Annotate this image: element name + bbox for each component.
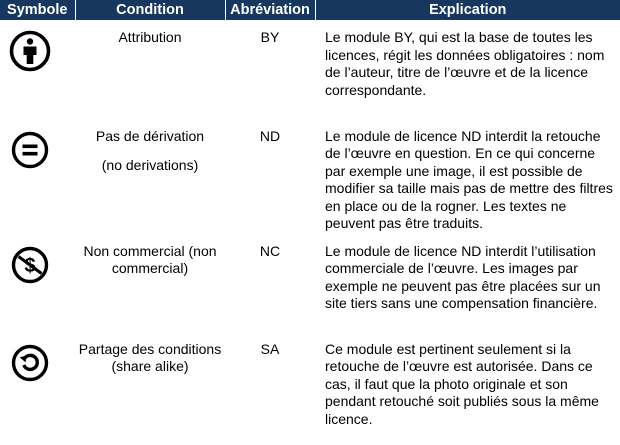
attribution-icon xyxy=(8,29,75,73)
table-row xyxy=(0,20,620,118)
header-explanation: Explication xyxy=(315,0,620,20)
explanation-text: Le module de licence ND interdit la retouche de l’œuvre en question. En ce qui concerne par exemple une image, il est possible de modifier sa taille mais pas de mettre des filtres en place ou de la rogner. Les textes ne peuvent pas être traduits. xyxy=(325,127,613,231)
abbreviation-label: SA xyxy=(260,340,280,357)
table-row xyxy=(0,118,620,233)
share-alike-icon xyxy=(8,341,75,385)
header-condition: Condition xyxy=(75,0,225,20)
header-symbol: Symbole xyxy=(0,0,75,20)
condition-note: (no derivations) xyxy=(101,157,199,173)
condition-label: Non commercial (non commercial) xyxy=(83,242,217,276)
abbreviation-label: ND xyxy=(259,127,281,144)
table-header-row xyxy=(0,0,620,20)
condition-label: Attribution xyxy=(118,29,182,45)
no-derivatives-icon xyxy=(8,128,75,172)
explanation-text: Le module de licence ND interdit l’utilisation commerciale de l’œuvre. Les images par exemple ne peuvent pas être placées sur un site tiers sans une compensation financière. xyxy=(325,242,601,311)
table-row xyxy=(0,331,620,445)
explanation-text: Ce module est pertinent seulement si la retouche de l’œuvre est autorisée. Dans ce cas, il faut que la photo originale et son pendant retouché soit publiés sous la même licence. xyxy=(325,340,599,427)
svg-text:$: $ xyxy=(24,254,36,277)
condition-label: Partage des conditions (share alike) xyxy=(78,340,222,374)
non-commercial-icon xyxy=(8,243,75,287)
header-abbreviation: Abréviation xyxy=(225,0,315,20)
table-row xyxy=(0,233,620,331)
abbreviation-label: BY xyxy=(260,29,280,45)
abbreviation-label: NC xyxy=(259,242,281,259)
condition-label: Pas de dérivation xyxy=(95,127,205,144)
explanation-text: Le module BY, qui est la base de toutes les licences, régit les données obligatoires : nom de l’auteur, titre de l’œuvre et de la licence correspondante. xyxy=(325,29,605,98)
